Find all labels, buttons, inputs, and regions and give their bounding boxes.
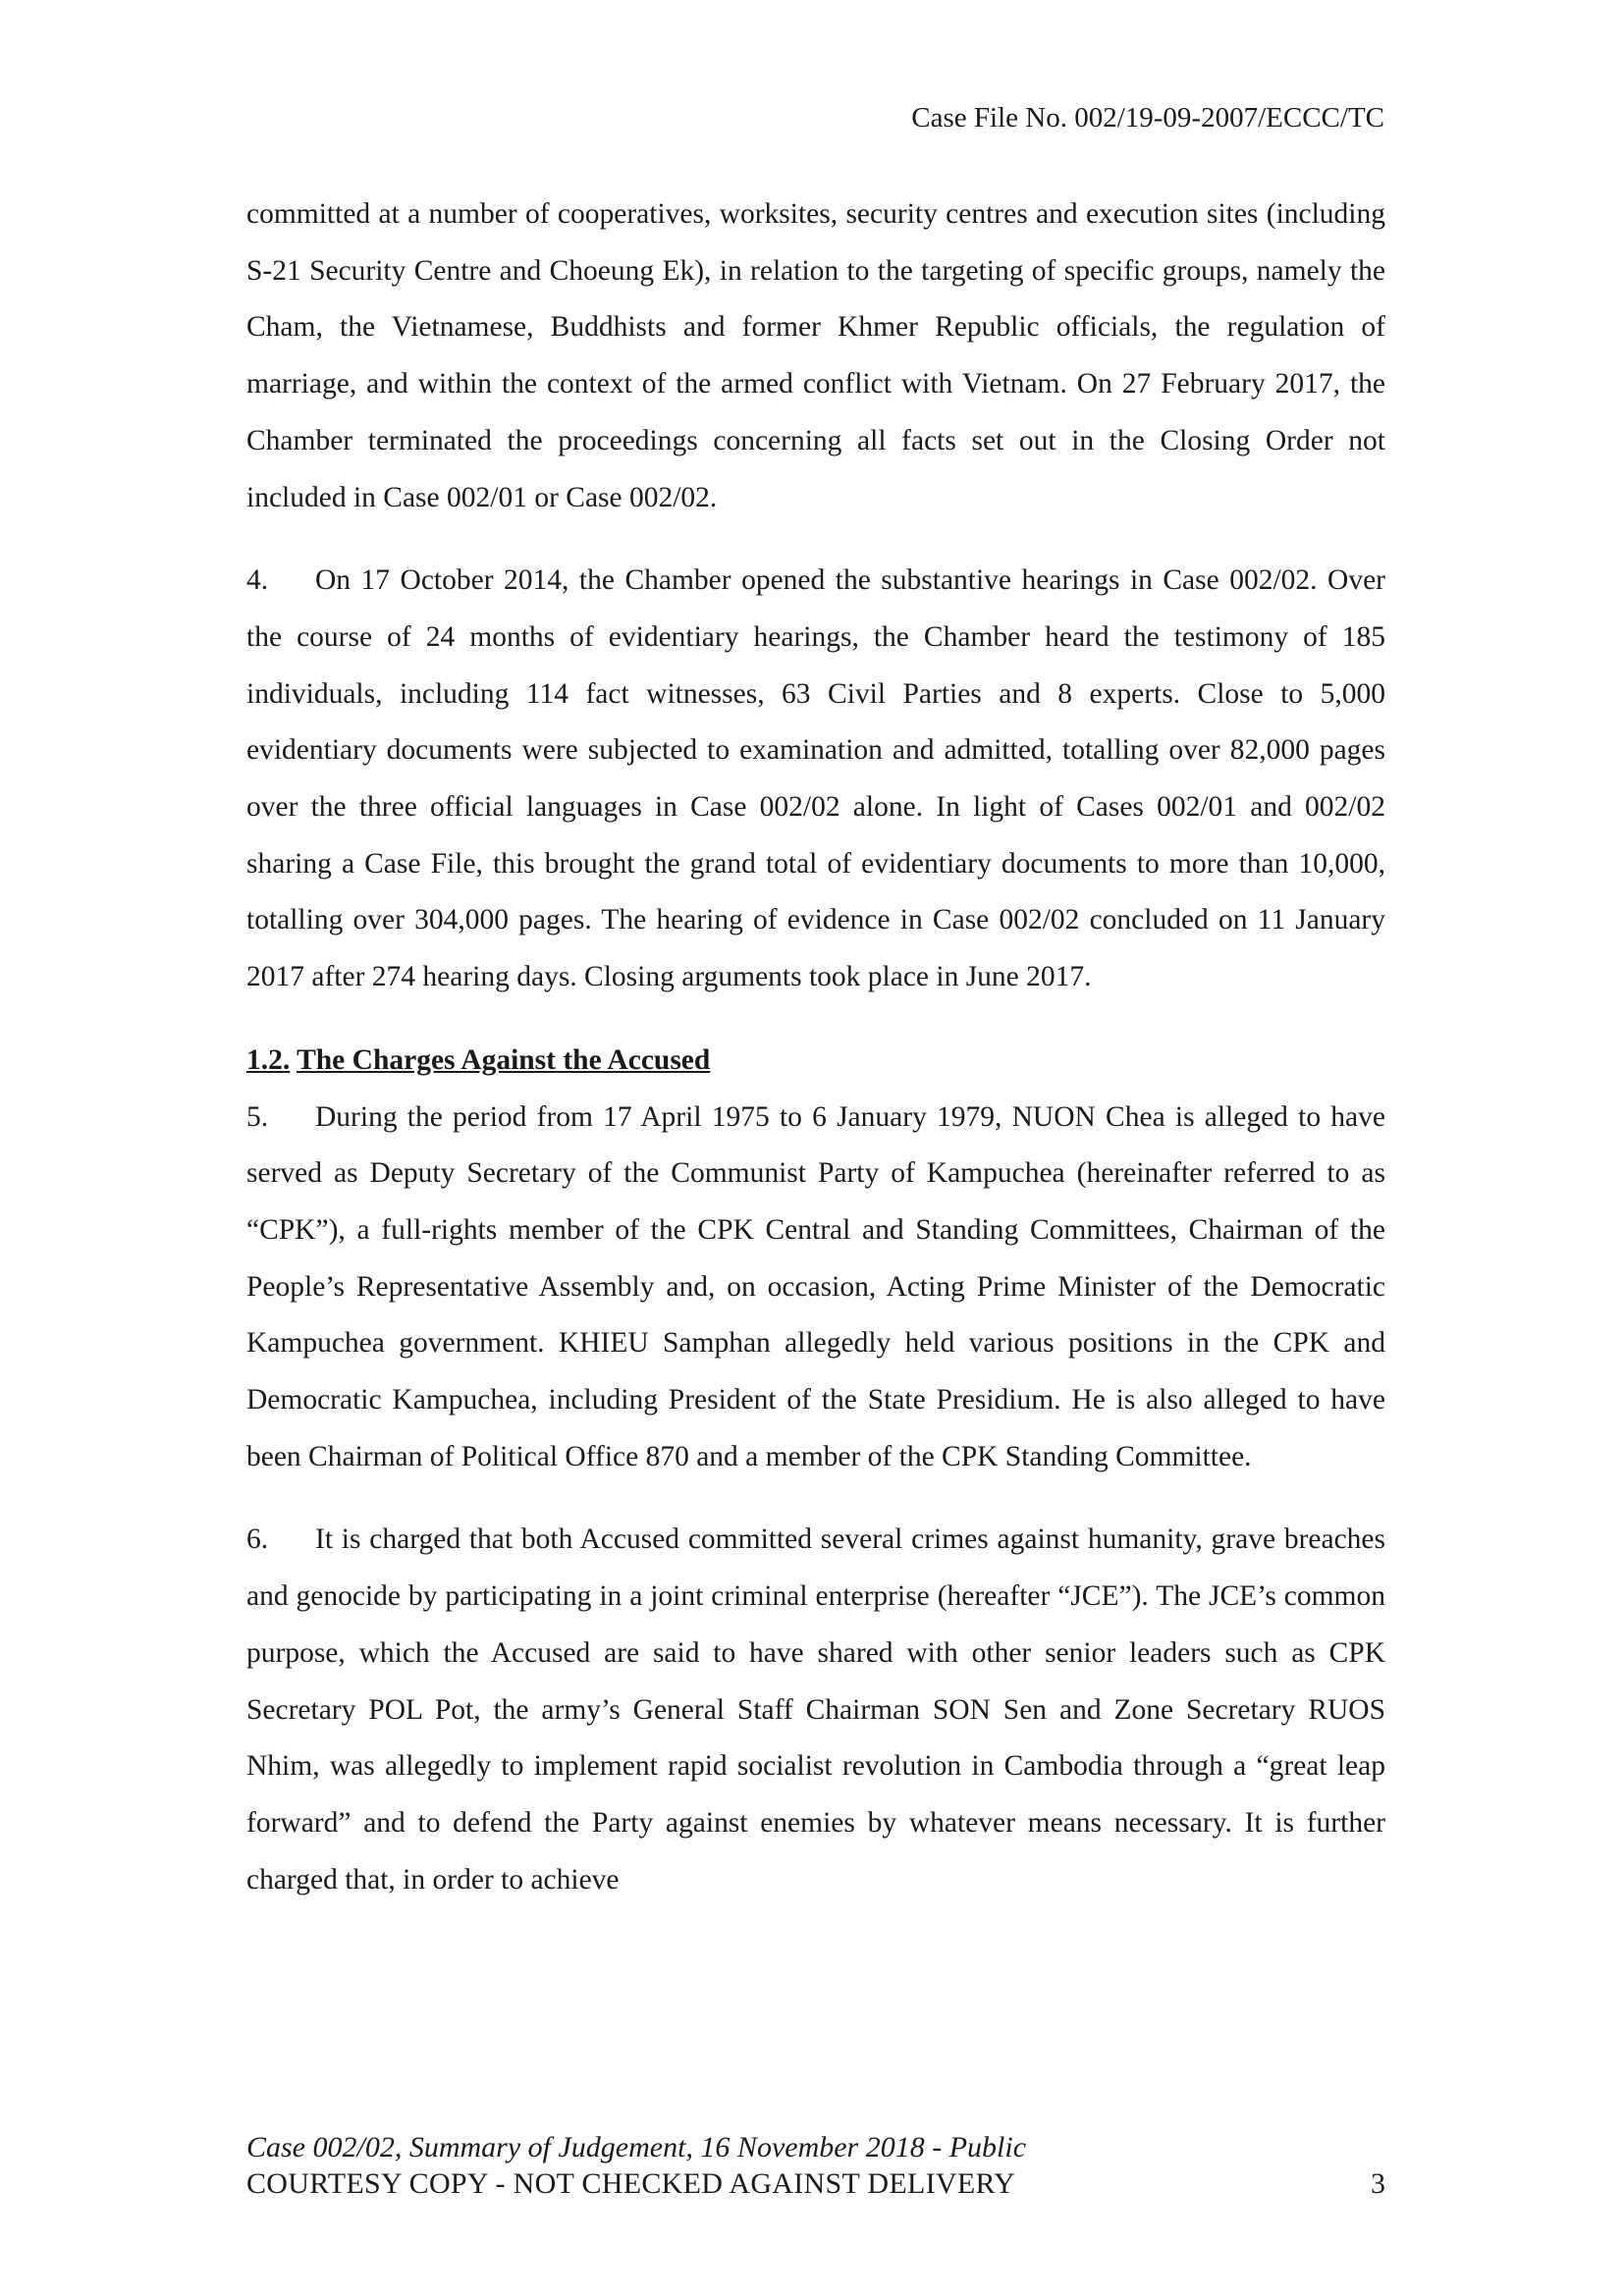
paragraph-6	[246, 1512, 1385, 1908]
paragraph-number: 4.	[246, 564, 269, 597]
paragraph-4	[246, 553, 1385, 1006]
paragraph-5	[246, 1090, 1385, 1486]
paragraph-text: It is charged that both Accused committed several crimes against humanity, grave breaches and genocide by participating in a joint criminal enterprise (hereafter “JCE”). The JCE’s common purpose, which the Accused are said to have shared with other senior leaders such as CPK Secretary POL Pot, the army’s General Staff Chairman SON Sen and Zone Secretary RUOS Nhim, was allegedly to implement rapid socialist revolution in Cambodia through a “great leap forward” and to defend the Party against enemies by whatever means necessary. It is further charged that, in order to achieve	[246, 1523, 1385, 1896]
paragraph-number: 6.	[246, 1523, 269, 1556]
paragraph-3-continued: committed at a number of cooperatives, worksites, security centres and execution sites (including S-21 Security Centre and Choeung Ek), in relation to the targeting of specific groups, namely the Cham, the Vietnamese, Buddhists and former Khmer Republic officials, the regulation of marriage, and within the context of the armed conflict with Vietnam. On 27 February 2017, the Chamber terminated the proceedings concerning all facts set out in the Closing Order not included in Case 002/01 or Case 002/02.	[246, 198, 1385, 513]
footer-case-summary: Case 002/02, Summary of Judgement, 16 November 2018 - Public	[246, 2131, 1027, 2163]
page-number: 3	[1371, 2167, 1385, 2200]
document-body	[246, 187, 1385, 1935]
paragraph-number: 5.	[246, 1100, 269, 1133]
section-heading	[246, 1033, 1385, 1090]
paragraph-text: On 17 October 2014, the Chamber opened the substantive hearings in Case 002/02. Over the course of 24 months of evidentiary hearings, the Chamber heard the testimony of 185 individuals, including 114 fact witnesses, 63 Civil Parties and 8 experts. Close to 5,000 evidentiary documents were subjected to examination and admitted, totalling over 82,000 pages over the three official languages in Case 002/02 alone. In light of Cases 002/01 and 002/02 sharing a Case File, this brought the grand total of evidentiary documents to more than 10,000, totalling over 304,000 pages. The hearing of evidence in Case 002/02 concluded on 11 January 2017 after 274 hearing days. Closing arguments took place in June 2017.	[246, 564, 1385, 993]
paragraph-text: During the period from 17 April 1975 to 6 January 1979, NUON Chea is alleged to have served as Deputy Secretary of the Communist Party of Kampuchea (hereinafter referred to as “CPK”), a full-rights member of the CPK Central and Standing Committees, Chairman of the People’s Representative Assembly and, on occasion, Acting Prime Minister of the Democratic Kampuchea government. KHIEU Samphan allegedly held various positions in the CPK and Democratic Kampuchea, including President of the State Presidium. He is also alleged to have been Chairman of Political Office 870 and a member of the CPK Standing Committee.	[246, 1100, 1385, 1472]
case-file-number: Case File No. 002/19-09-2007/ECCC/TC	[911, 102, 1384, 133]
footer-courtesy-notice: COURTESY COPY - NOT CHECKED AGAINST DELIVERY	[246, 2167, 1016, 2200]
section-title: The Charges Against the Accused	[297, 1043, 711, 1076]
section-number: 1.2.	[246, 1043, 291, 1076]
